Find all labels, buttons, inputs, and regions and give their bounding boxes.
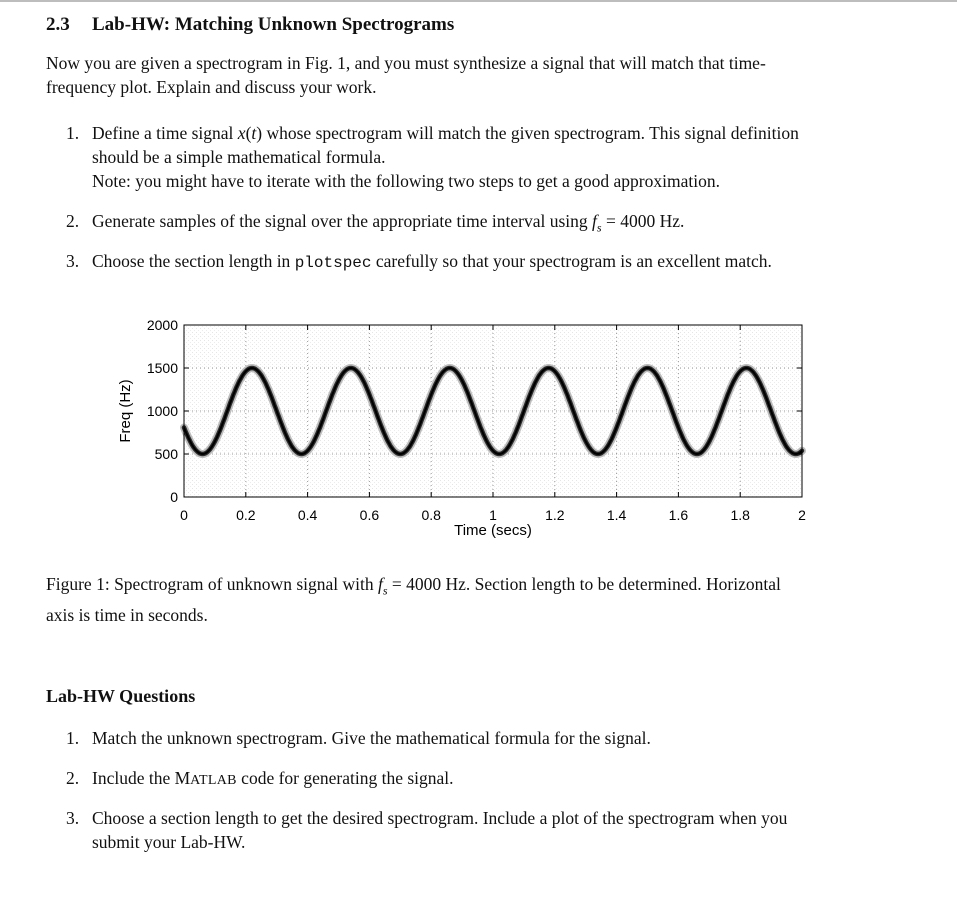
- top-rule: [0, 0, 957, 2]
- question-2-text-pre: Include the: [92, 768, 175, 788]
- question-3-line-1: Choose a section length to get the desired spectrogram. Include a plot of the spectrogram when you: [92, 808, 788, 828]
- x-tick-label: 1.4: [606, 507, 627, 523]
- paren-open: (: [245, 123, 252, 143]
- question-1-text: Match the unknown spectrogram. Give the mathematical formula for the signal.: [92, 728, 651, 748]
- fs-symbol: f: [592, 211, 597, 231]
- fs-subscript: s: [596, 220, 602, 235]
- intro-line-1: Now you are given a spectrogram in Fig. 1, and you must synthesize a signal that will match that time-: [46, 53, 766, 73]
- section-heading: [46, 14, 454, 36]
- y-tick-label: 1000: [146, 403, 178, 419]
- step-1-note: Note: you might have to iterate with the following two steps to get a good approximation.: [92, 171, 720, 191]
- x-tick-label: 0.2: [236, 507, 256, 523]
- x-tick-label: 1.8: [730, 507, 750, 523]
- y-axis-label: Freq (Hz): [117, 379, 134, 443]
- questions-heading: Lab-HW Questions: [46, 686, 196, 706]
- y-tick-label: 0: [170, 489, 178, 505]
- spectrogram-figure: [100, 310, 830, 550]
- step-1-line-2: should be a simple mathematical formula.: [92, 147, 386, 167]
- section-title: Lab-HW: Matching Unknown Spectrograms: [92, 14, 455, 35]
- x-axis-label: Time (secs): [454, 522, 532, 539]
- x-tick-label: 1.2: [545, 507, 565, 523]
- step-2-number: 2.: [66, 211, 80, 231]
- signal-t: t: [251, 123, 257, 143]
- plotspec-code: plotspec: [294, 254, 372, 272]
- question-2: [66, 766, 896, 793]
- signal-x: x: [237, 123, 246, 143]
- x-tick-label: 1: [489, 507, 497, 523]
- matlab-rest: ATLAB: [190, 773, 237, 788]
- x-tick-label: 2: [798, 507, 806, 523]
- x-tick-label: 0: [180, 507, 188, 523]
- caption-text-post: = 4000 Hz. Section length to be determined. Horizontal: [387, 574, 781, 594]
- x-tick-label: 1.6: [668, 507, 689, 523]
- y-tick-label: 1500: [146, 360, 178, 376]
- fs-value: = 4000 Hz.: [601, 211, 685, 231]
- paren-close: ): [256, 123, 263, 143]
- caption-line-2: axis is time in seconds.: [46, 604, 208, 625]
- question-3-number: 3.: [66, 808, 80, 828]
- question-1: [66, 726, 896, 750]
- step-3-number: 3.: [66, 251, 80, 271]
- intro-line-2: frequency plot. Explain and discuss your work.: [46, 77, 377, 97]
- x-tick-label: 0.6: [359, 507, 380, 523]
- caption-label: Figure 1:: [46, 574, 110, 594]
- caption-fs-subscript: s: [382, 583, 388, 598]
- step-1: [66, 121, 896, 193]
- question-2-text-post: code for generating the signal.: [236, 768, 454, 788]
- caption-text-pre: Spectrogram of unknown signal with: [109, 574, 378, 594]
- step-2-text: Generate samples of the signal over the appropriate time interval using: [92, 211, 593, 231]
- question-3-line-2: submit your Lab-HW.: [92, 832, 246, 852]
- question-1-number: 1.: [66, 728, 80, 748]
- question-3: [66, 806, 896, 854]
- question-2-number: 2.: [66, 768, 80, 788]
- caption-fs-symbol: f: [377, 574, 383, 594]
- y-tick-label: 500: [154, 446, 178, 462]
- section-number: 2.3: [46, 14, 70, 35]
- matlab-m: M: [174, 768, 191, 788]
- step-3-text-post: carefully so that your spectrogram is an excellent match.: [371, 251, 772, 271]
- step-1-text-pre: Define a time signal: [92, 123, 238, 143]
- x-tick-label: 0.4: [297, 507, 318, 523]
- y-tick-label: 2000: [146, 317, 178, 333]
- step-2: [66, 209, 896, 240]
- figure-caption: [46, 572, 896, 627]
- x-tick-label: 0.8: [421, 507, 441, 523]
- intro-paragraph: [46, 51, 886, 99]
- step-3-text-pre: Choose the section length in: [92, 251, 295, 271]
- step-1-number: 1.: [66, 123, 80, 143]
- step-3: [66, 249, 896, 275]
- step-1-text-post: whose spectrogram will match the given spectrogram. This signal definition: [262, 123, 799, 143]
